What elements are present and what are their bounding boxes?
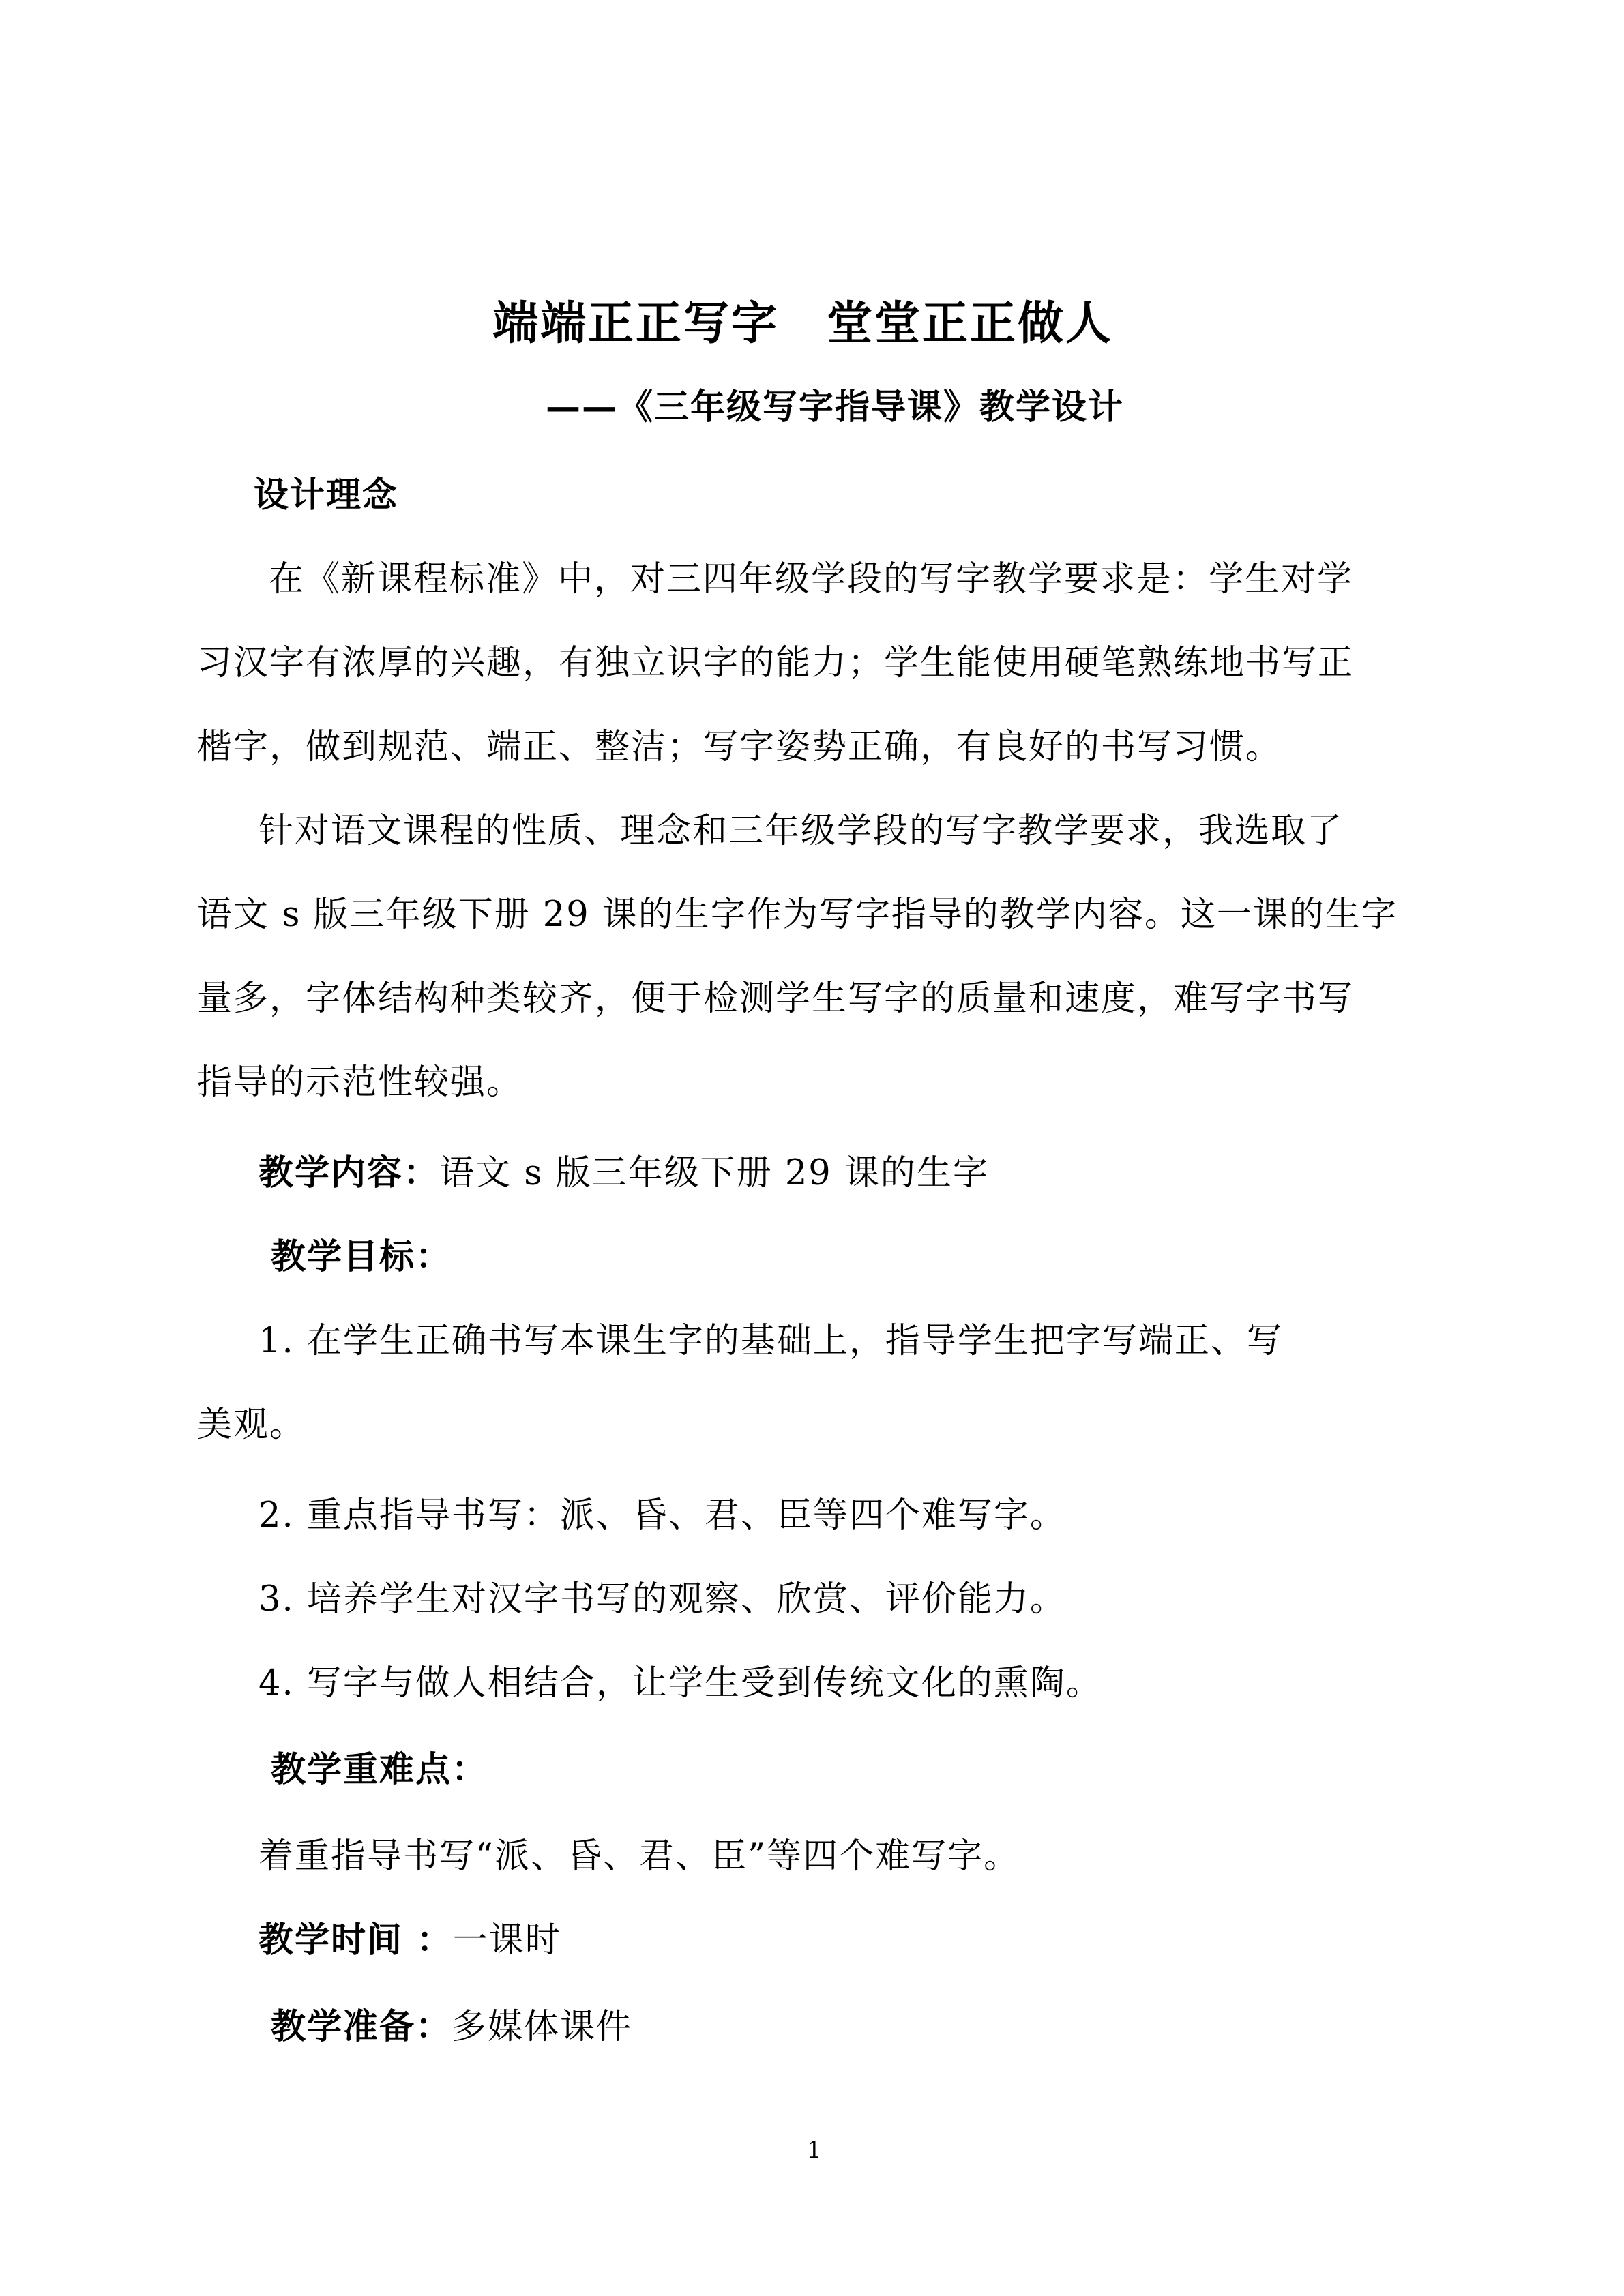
concept-paragraph-1-line-1: 在《新课程标准》中，对三四年级学段的写字教学要求是：学生对学: [269, 559, 1354, 599]
concept-paragraph-2-line-2: 语文 s 版三年级下册 29 课的生字作为写字指导的教学内容。这一课的生字: [197, 895, 1398, 935]
goal-item-1-line-2: 美观。: [197, 1405, 306, 1445]
teaching-preparation-value: 多媒体课件: [452, 2007, 633, 2047]
concept-paragraph-1-line-2: 习汉字有浓厚的兴趣，有独立识字的能力；学生能使用硬笔熟练地书写正: [197, 643, 1355, 683]
concept-paragraph-2-line-1: 针对语文课程的性质、理念和三年级学段的写字教学要求，我选取了: [259, 811, 1344, 851]
teaching-time-line: [259, 1919, 561, 1963]
key-points-text: 着重指导书写“派、昏、君、臣”等四个难写字。: [259, 1836, 1020, 1877]
teaching-preparation-line: [271, 2006, 632, 2049]
goal-item-3: 3. 培养学生对汉字书写的观察、欣赏、评价能力。: [259, 1579, 1066, 1620]
page-number: 1: [807, 2136, 822, 2164]
concept-paragraph-1-line-3: 楷字，做到规范、端正、整洁；写字姿势正确，有良好的书写习惯。: [197, 727, 1282, 767]
concept-heading: 设计理念: [254, 475, 399, 516]
teaching-time-label: 教学时间 ：: [259, 1920, 453, 1960]
teaching-preparation-label: 教学准备：: [271, 2007, 452, 2047]
teaching-content-value: 语文 s 版三年级下册 29 课的生字: [439, 1153, 989, 1193]
concept-paragraph-2-line-4: 指导的示范性较强。: [197, 1062, 523, 1103]
concept-paragraph-2-line-3: 量多，字体结构种类较齐，便于检测学生写字的质量和速度，难写字书写: [197, 979, 1355, 1019]
goal-item-1-line-1: 1. 在学生正确书写本课生字的基础上，指导学生把字写端正、写: [259, 1321, 1283, 1361]
key-points-heading: 教学重难点：: [271, 1750, 488, 1790]
teaching-content-label: 教学内容：: [259, 1153, 440, 1193]
teaching-time-value: 一课时: [452, 1920, 561, 1960]
document-title: 端端正正写字 堂堂正正做人: [492, 297, 1113, 350]
goal-item-2: 2. 重点指导书写：派、昏、君、臣等四个难写字。: [259, 1495, 1066, 1536]
teaching-content-line: [259, 1152, 989, 1195]
teaching-goals-heading: 教学目标：: [271, 1237, 452, 1277]
goal-item-4: 4. 写字与做人相结合，让学生受到传统文化的熏陶。: [259, 1663, 1102, 1703]
document-subtitle: ——《三年级写字指导课》教学设计: [546, 387, 1125, 428]
